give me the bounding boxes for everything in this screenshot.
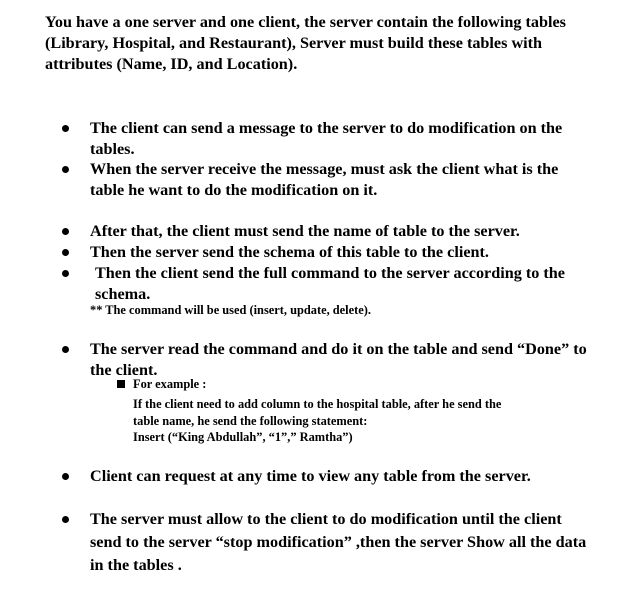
bullet-item	[62, 221, 592, 242]
bullet-item	[62, 466, 592, 487]
bullet-text: Then the client send the full command to the server according to the schema.	[95, 264, 565, 303]
example-line: table name, he send the following statement:	[133, 413, 368, 428]
bullet-text: When the server receive the message, must ask the client what is the table he want to do the modification on it.	[90, 160, 559, 199]
bullet-text: Client can request at any time to view any table from the server.	[90, 467, 531, 485]
example-line: If the client need to add column to the hospital table, after he send the	[133, 397, 502, 411]
bullet-item	[62, 339, 592, 381]
square-bullet-icon	[117, 380, 125, 388]
bullet-dot-icon	[62, 166, 69, 173]
bullet-text: The server read the command and do it on the table and send “Done” to the client.	[90, 340, 587, 379]
bullet-dot-icon	[62, 270, 69, 277]
example-body	[133, 396, 603, 446]
bullet-item	[62, 508, 592, 577]
bullet-text: The client can send a message to the server to do modification on the tables.	[90, 119, 563, 158]
bullet-dot-icon	[62, 473, 69, 480]
bullet-dot-icon	[62, 228, 69, 235]
bullet-text: Then the server send the schema of this table to the client.	[90, 243, 489, 261]
bullet-text: After that, the client must send the name of table to the server.	[90, 222, 520, 240]
bullet-item	[62, 118, 592, 160]
bullet-dot-icon	[62, 249, 69, 256]
bullet-dot-icon	[62, 125, 69, 132]
bullet-item	[62, 159, 592, 201]
bullet-dot-icon	[62, 516, 69, 523]
example-line: Insert (“King Abdullah”, “1”,” Ramtha”)	[133, 430, 353, 444]
bullet-text: The server must allow to the client to do modification until the client send to the server “stop modification” ,then the server Show all the data in the tables .	[90, 510, 587, 574]
bullet-item	[62, 242, 592, 263]
intro-paragraph: You have a one server and one client, the server contain the following tables (Library, Hospital, and Restaurant), Server must build these tables with attributes (Name, ID, and Location).	[45, 13, 566, 73]
command-note: ** The command will be used (insert, update, delete).	[90, 303, 371, 317]
bullet-dot-icon	[62, 346, 69, 353]
bullet-item	[62, 263, 592, 305]
example-label: For example :	[133, 377, 207, 391]
